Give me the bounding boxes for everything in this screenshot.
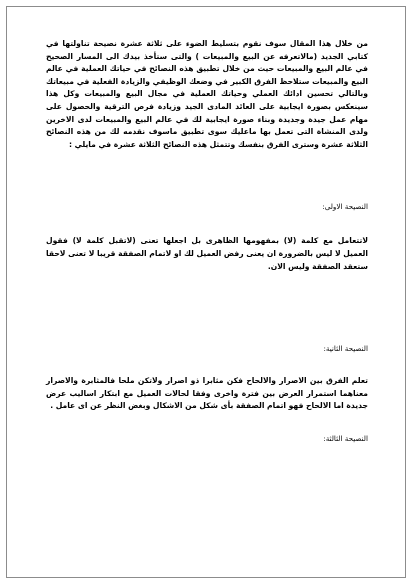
tip2-heading: النصيحة الثانية: [323, 344, 368, 354]
document-body [46, 38, 368, 445]
tip3-heading: النصيحة الثالثة: [323, 433, 368, 443]
tip1-heading: النصيحة الاولى: [322, 202, 368, 212]
tip1-paragraph: لاتتعامل مع كلمة (لا) بمفهومها الظاهرى بل اجعلها تعنى (لاتقبل كلمة لا) فقول العميل لا ليس بالضرورة ان يعنى رفض العميل لك او لاتمام الصفقة قريبا لا تعنى لاحقا ستعقد الصفقة وليس الان. [46, 236, 368, 271]
tip2-paragraph: تعلم الفرق بين الاصرار والالحاح فكن مثابرا ذو اصرار ولاتكن ملحا فالمثابرة والاصرار معناهما استمرار العرض بين فترة واخرى وفقا لحالات العميل مع ابتكار اساليب عرض جديدة اما الالحاح فهو اتمام الصفقة بأى شكل من الاشكال وبغض النظر عن اى عامل . [46, 376, 368, 411]
intro-paragraph: من خلال هذا المقال سوف نقوم بتسليط الضوء على ثلاثة عشرة نصيحة تناولتها في كتابي الجديد (مالاتعرفه عن البيع والمبيعات ) والتى ستأخذ بيدك الى المسار الصحيح في عالم البيع والمبيعات حيث من خلال تطبيق هذه النصائح في حياتك العملية في عالم البيع والمبيعات ستلاحظ الفرق الكبير في وضعك الوظيفي والزيادة الفعلية في مبيعاتك وبالتالي تحسين ادائك العملي وحياتك العملية في مجال البيع والمبيعات وكل هذا سينعكس بصورة ايجابية على العائد المادى الجيد وزيادة فرص الترقية والحصول على مهام عمل جيدة وجديدة وبناء صورة ايجابية لك في عالم البيع والمبيعات لدى الاخرين ولدى المنشاة التى تعمل بها ماعليك سوى تطبيق ماسوف نقدمه لك من هذه النصائح الثلاثة عشرة وسترى الفرق بنفسك وتتمثل هذه النصائح الثلاثة عشرة في مايلي : [46, 39, 368, 149]
